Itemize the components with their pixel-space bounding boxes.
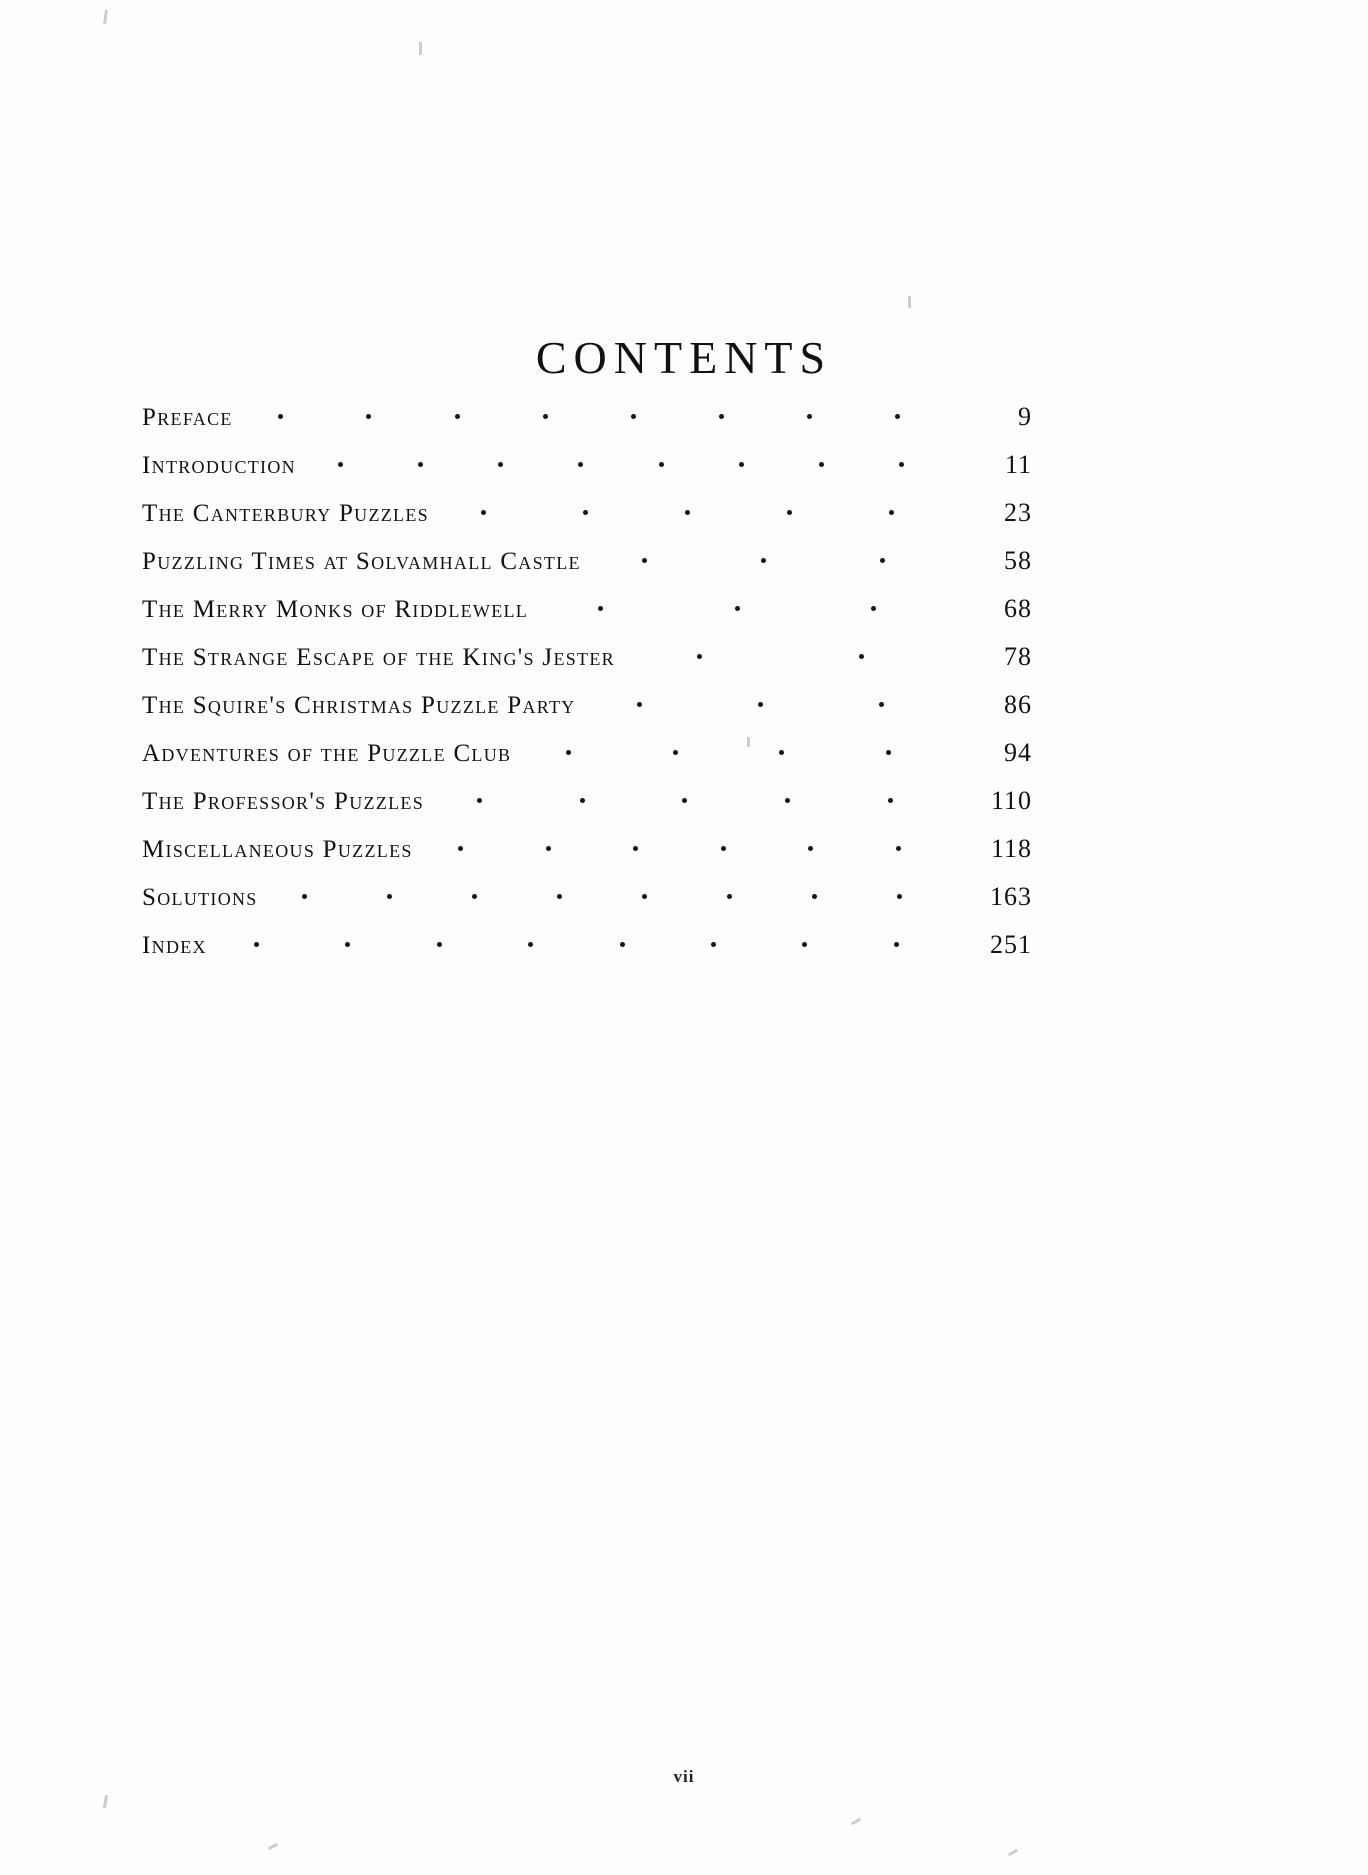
toc-entry-page-number: 110 [990,786,1032,815]
toc-entry[interactable] [142,736,1032,784]
toc-leader-dots [262,880,942,905]
toc-leader-dots [211,928,942,953]
toc-entry-page-number: 251 [990,930,1032,959]
toc-leader-dots [585,544,942,569]
scan-speck [1008,1849,1018,1857]
toc-entry-label: The Squire's Christmas Puzzle Party [142,692,576,719]
table-of-contents [142,400,1032,976]
toc-leader-dots [532,592,942,617]
toc-entry-label: The Professor's Puzzles [142,788,425,815]
toc-entry[interactable] [142,544,1032,592]
toc-leader-dots [237,400,942,425]
toc-entry-page-number: 9 [1018,402,1032,431]
toc-entry[interactable] [142,640,1032,688]
toc-entry[interactable] [142,448,1032,496]
scan-speck [908,296,911,308]
toc-entry[interactable] [142,928,1032,976]
toc-leader-dots [300,448,942,473]
toc-entry-label: Adventures of the Puzzle Club [142,740,512,767]
toc-leader-dots [428,784,942,809]
toc-entry[interactable] [142,496,1032,544]
toc-leader-dots [580,688,942,713]
scan-speck [268,1843,278,1850]
toc-entry-page-number: 118 [990,834,1032,863]
toc-leader-dots [515,736,942,761]
toc-entry[interactable] [142,592,1032,640]
toc-entry[interactable] [142,832,1032,880]
toc-entry-page-number: 58 [1004,546,1032,575]
page-title: CONTENTS [535,331,833,383]
toc-entry[interactable] [142,400,1032,448]
toc-entry-label: Index [142,932,207,959]
toc-entry[interactable] [142,784,1032,832]
toc-entry-label: The Merry Monks of Riddlewell [142,596,529,623]
toc-leader-dots [433,496,942,521]
toc-entry[interactable] [142,688,1032,736]
toc-entry-label: The Strange Escape of the King's Jester [142,644,615,671]
scan-speck [851,1818,861,1826]
toc-entry[interactable] [142,880,1032,928]
toc-entry-page-number: 68 [1004,594,1032,623]
scan-speck [419,42,422,55]
toc-entry-label: Miscellaneous Puzzles [142,836,413,863]
toc-entry-label: Solutions [142,884,258,911]
toc-entry-label: Puzzling Times at Solvamhall Castle [142,548,581,575]
toc-entry-label: Introduction [142,452,296,479]
scan-speck [103,10,108,24]
scan-speck [103,1795,108,1808]
toc-entry-page-number: 11 [1004,450,1032,479]
toc-entry-page-number: 23 [1004,498,1032,527]
toc-leader-dots [619,640,942,665]
toc-entry-label: Preface [142,404,233,431]
page-folio: vii [673,1767,695,1786]
toc-leader-dots [417,832,942,857]
toc-entry-page-number: 163 [990,882,1032,911]
toc-entry-label: The Canterbury Puzzles [142,500,429,527]
toc-entry-page-number: 78 [1004,642,1032,671]
toc-entry-page-number: 86 [1004,690,1032,719]
toc-entry-page-number: 94 [1004,738,1032,767]
